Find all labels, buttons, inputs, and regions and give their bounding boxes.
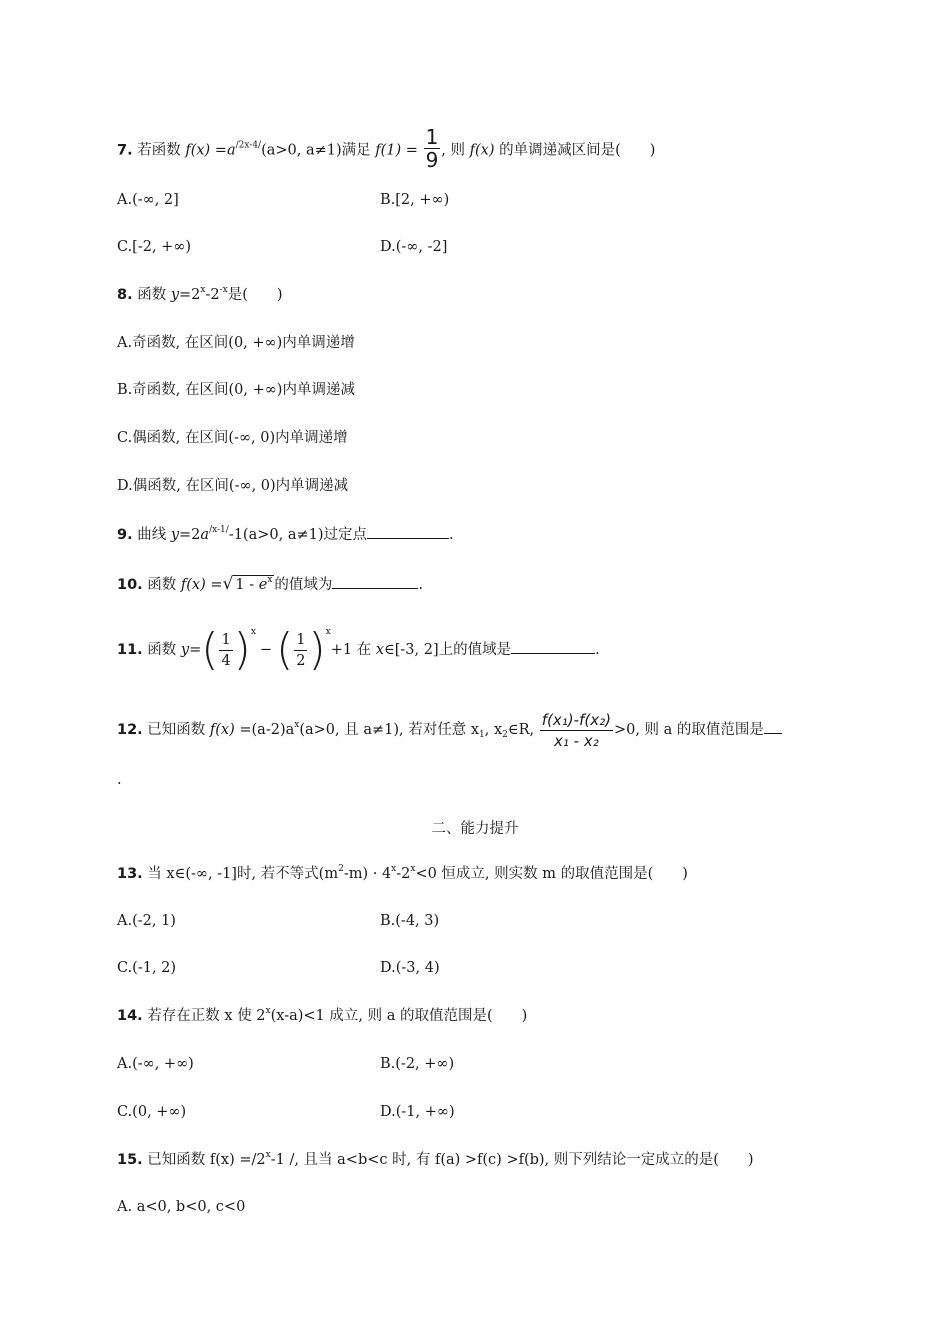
question-9: [117, 524, 454, 545]
option-c[interactable]: C.(-1, 2): [117, 960, 177, 976]
fraction-quarter: [219, 630, 232, 671]
question-11: [117, 624, 600, 675]
answer-blank[interactable]: [511, 639, 595, 654]
period: .: [595, 642, 600, 658]
left-paren: (: [201, 624, 219, 675]
question-number: 13.: [117, 866, 143, 882]
radicand: [233, 575, 274, 594]
question-text: >0, 则 a 的取值范围是: [613, 722, 764, 738]
question-text: (x-a)<1 成立, 则 a 的取值范围是( ): [270, 1008, 528, 1024]
question-text: 函数: [147, 642, 181, 658]
exponent: 2: [338, 864, 344, 874]
option-d[interactable]: D.(-∞, -2]: [380, 239, 448, 255]
exponent: x: [267, 575, 273, 585]
question-number: 11.: [117, 642, 143, 658]
exponent: /x-1/: [209, 525, 229, 535]
variable-x: x: [375, 642, 385, 658]
question-15: [117, 1150, 754, 1170]
question-text: 的值域为: [274, 577, 333, 593]
question-text: ∈R,: [507, 722, 539, 738]
option-b[interactable]: B.奇函数, 在区间(0, +∞)内单调递减: [117, 382, 355, 398]
radicand-constant: 1 -: [235, 577, 259, 593]
subscript: 2: [502, 730, 508, 740]
function-expr: f(x): [180, 577, 206, 593]
fraction-numerator: 1: [425, 125, 439, 149]
option-b[interactable]: B.(-2, +∞): [380, 1056, 455, 1072]
question-text: 函数: [147, 577, 181, 593]
variable-y: y: [170, 287, 180, 303]
question-number: 10.: [117, 577, 143, 593]
function-expr: f(x): [209, 722, 235, 738]
question-text: 曲线: [137, 527, 171, 543]
difference-quotient: [540, 710, 613, 751]
exponent: x: [265, 1150, 271, 1160]
equals-sign: =: [401, 142, 418, 159]
question-text: 若存在正数 x 使 2: [147, 1008, 266, 1024]
fraction-numerator: 1: [294, 630, 307, 651]
option-a[interactable]: A.(-∞, +∞): [117, 1056, 194, 1072]
sqrt-sign: √: [222, 574, 234, 594]
question-text: 的单调递减区间是( ): [494, 142, 656, 159]
option-a[interactable]: A.(-2, 1): [117, 913, 176, 929]
option-c[interactable]: C.偶函数, 在区间(-∞, 0)内单调递增: [117, 430, 348, 446]
subscript: 1: [479, 730, 485, 740]
q7-options-row2: [117, 237, 448, 257]
q13-options-row1: [117, 911, 440, 931]
option-c[interactable]: C.[-2, +∞): [117, 239, 192, 255]
expression: =2: [179, 527, 201, 543]
function-expr: f(x): [469, 142, 495, 159]
answer-blank[interactable]: [367, 524, 449, 539]
question-text: -m) · 4: [343, 866, 392, 882]
question-text: 满足: [341, 142, 376, 159]
option-b[interactable]: B.[2, +∞): [380, 192, 450, 208]
exponent: x: [294, 720, 300, 730]
question-number: 9.: [117, 527, 133, 543]
exponent: /2x-4/: [235, 140, 262, 151]
question-number: 14.: [117, 1008, 143, 1024]
exponent: x: [410, 864, 416, 874]
question-number: 8.: [117, 287, 133, 303]
exponent: x: [200, 285, 206, 295]
question-text: , x: [484, 722, 503, 738]
question-number: 7.: [117, 142, 133, 159]
equals-sign: =: [210, 142, 227, 159]
question-text: 当 x∈(-∞, -1]时, 若不等式(m: [147, 866, 339, 882]
question-14: [117, 1006, 527, 1026]
function-expr: f(x): [185, 142, 211, 159]
q7-options-row1: [117, 190, 450, 210]
question-text: 是( ): [227, 287, 283, 303]
question-text: , 则: [441, 142, 470, 159]
question-text: -1(a>0, a≠1)过定点: [228, 527, 368, 543]
equals-sign: =: [205, 577, 223, 593]
expression: =(a-2)a: [234, 722, 295, 738]
base-a: a: [226, 142, 236, 159]
answer-blank[interactable]: [332, 574, 418, 589]
question-13: [117, 864, 688, 884]
option-a[interactable]: A.奇函数, 在区间(0, +∞)内单调递增: [117, 335, 355, 351]
base-a: a: [200, 527, 210, 543]
equals-sign: =: [189, 642, 202, 658]
period: .: [418, 577, 423, 593]
right-paren: ): [308, 624, 326, 675]
option-b[interactable]: B.(-4, 3): [380, 913, 440, 929]
question-text: -1 /, 且当 a<b<c 时, 有 f(a) >f(c) >f(b), 则下列结论一定成立的是( ): [270, 1152, 754, 1168]
fraction-denominator: 9: [425, 148, 439, 172]
euler-e: e: [258, 577, 268, 593]
right-paren: ): [233, 624, 251, 675]
minus-sign: −: [259, 642, 273, 658]
question-text: ∈[-3, 2]上的值域是: [384, 642, 512, 658]
question-10: [117, 574, 423, 595]
expression: -2: [205, 287, 220, 303]
exponent: x: [265, 1006, 271, 1016]
exponent: x: [325, 627, 331, 637]
question-text: +1 在: [330, 642, 376, 658]
option-d[interactable]: D.(-3, 4): [380, 960, 440, 976]
answer-blank[interactable]: [764, 719, 782, 734]
function-value: f(1): [375, 142, 402, 159]
option-d[interactable]: D.偶函数, 在区间(-∞, 0)内单调递减: [117, 478, 349, 494]
q14-options-row1: [117, 1054, 455, 1074]
question-text: 已知函数 f(x) =/2: [147, 1152, 266, 1168]
question-number: 15.: [117, 1152, 143, 1168]
question-text: 若函数: [137, 142, 186, 159]
fraction-denominator: 4: [221, 652, 231, 669]
left-paren: (: [276, 624, 294, 675]
section-title: 二、能力提升: [431, 821, 519, 837]
fraction-one-ninth: [424, 126, 441, 171]
question-text: <0 恒成立, 则实数 m 的取值范围是( ): [415, 866, 688, 882]
q13-options-row2: [117, 958, 440, 978]
question-8: [117, 285, 283, 305]
question-text: 已知函数: [147, 722, 210, 738]
question-text: (a>0, 且 a≠1), 若对任意 x: [299, 722, 480, 738]
exponent: -x: [219, 285, 228, 295]
variable-y: y: [180, 642, 190, 658]
option-c[interactable]: C.(0, +∞): [117, 1104, 187, 1120]
variable-y: y: [170, 527, 180, 543]
question-7: [117, 125, 656, 173]
period: .: [449, 527, 454, 543]
fraction-denominator: 2: [296, 652, 306, 669]
option-a[interactable]: A.(-∞, 2]: [117, 192, 179, 208]
fraction-numerator: f(x₁)-f(x₂): [541, 710, 611, 729]
option-a[interactable]: A. a<0, b<0, c<0: [117, 1199, 246, 1215]
option-d[interactable]: D.(-1, +∞): [380, 1104, 455, 1120]
q14-options-row2: [117, 1102, 455, 1122]
question-number: 12.: [117, 722, 143, 738]
expression: =2: [179, 287, 201, 303]
fraction-half: [294, 630, 307, 671]
exponent: x: [391, 864, 397, 874]
q12-period: .: [117, 772, 122, 788]
question-12: [117, 708, 782, 752]
exponent: x: [250, 627, 256, 637]
question-text: 函数: [137, 287, 171, 303]
fraction-numerator: 1: [219, 630, 232, 651]
condition: (a>0, a≠1): [261, 142, 342, 159]
question-text: -2: [396, 866, 411, 882]
fraction-denominator: x₁ - x₂: [554, 731, 599, 750]
